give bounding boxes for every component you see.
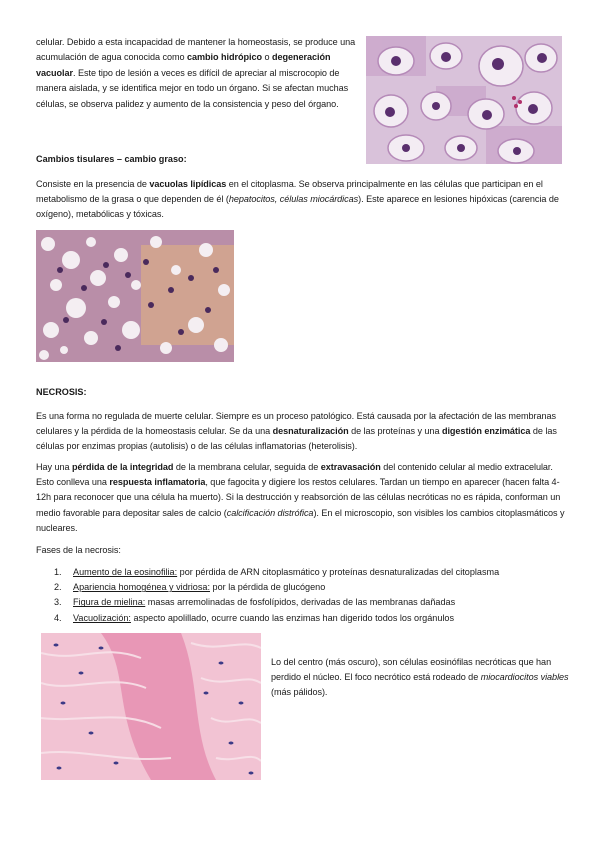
necrosis-micrograph — [41, 633, 261, 780]
necrosis-heading: NECROSIS: — [36, 387, 87, 397]
list-item-number: 3. — [54, 597, 62, 608]
necrosis-image-caption: Lo del centro (más oscuro), son células eosinófilas necróticas que han perdido el núcleo. El foco necrótico está rodeado de miocardiocitos viables (más pálidos). — [271, 657, 569, 698]
list-item — [54, 565, 574, 580]
list-item-text: por la pérdida de glucógeno — [210, 582, 326, 593]
necrosis-paragraph-2: Hay una pérdida de la integridad de la membrana celular, seguida de extravasación del contenido celular al medio extracelular. Esto conlleva una respuesta inflamatoria, que fagocita y digiere los restos celulares. Tardan un tiempo en aparecer (hacen falta 4-12h para reconocer que una célula ha muerto). Si la destrucción y reabsorción de las células necróticas no es rápida, conforman un medio favorable para depositar sales de calcio (calcificación distrófica). En el microscopio, son visibles los cambios citoplasmáticos y nucleares. — [36, 462, 565, 533]
list-item-text: aspecto apolillado, ocurre cuando las enzimas han digerido todos los orgánulos — [130, 612, 455, 623]
fatty-change-micrograph — [36, 230, 234, 362]
list-item-text: masas arremolinadas de fosfolípidos, derivadas de las membranas dañadas — [145, 597, 456, 608]
list-item-number: 4. — [54, 612, 62, 623]
fatty-change-paragraph: Consiste en la presencia de vacuolas lipídicas en el citoplasma. Se observa principalmente en las células que participan en el metabolismo de la grasa o que dependen de él (hepatocitos, células miocárdicas). Este aparece en lesiones hipóxicas (carencia de oxígeno), metabólicas y tóxicas. — [36, 179, 559, 220]
intro-paragraph: celular. Debido a esta incapacidad de mantener la homeostasis, se produce una acumulación de agua conocida como cambio hidrópico o degeneración vacuolar. Este tipo de lesión a veces es difícil de apreciar al miscrocopio de manera aislada, y se identifica mejor en todo un órgano. Si se afectan muchas células, se observa palidez y aumento de la consistencia y peso del órgano. — [36, 37, 356, 109]
list-item — [54, 580, 574, 595]
hydropic-change-micrograph — [366, 36, 562, 164]
necrosis-phases-list — [54, 565, 574, 626]
fatty-change-heading: Cambios tisulares – cambio graso: — [36, 154, 187, 164]
list-item-title: Apariencia homogénea y vidriosa: — [73, 582, 210, 593]
necrosis-phases-intro: Fases de la necrosis: — [36, 545, 121, 555]
list-item-title: Figura de mielina: — [73, 597, 146, 608]
necrosis-paragraph-1: Es una forma no regulada de muerte celular. Siempre es un proceso patológico. Está causada por la afectación de las membranas celulares y la pérdida de la homeostasis celular. Se da una desnaturalización de las proteínas y una digestión enzimática de las células por enzimas propias (autolisis) o de las células inflamatorias (heterolisis). — [36, 411, 557, 452]
list-item-number: 1. — [54, 567, 62, 577]
list-item — [54, 611, 574, 626]
list-item-title: Aumento de la eosinofilia: — [73, 567, 178, 577]
list-item-number: 2. — [54, 582, 62, 593]
list-item-text: por pérdida de ARN citoplasmático y proteínas desnaturalizadas del citoplasma — [177, 567, 500, 577]
list-item-title: Vacuolización: — [73, 612, 131, 623]
list-item — [54, 595, 574, 610]
